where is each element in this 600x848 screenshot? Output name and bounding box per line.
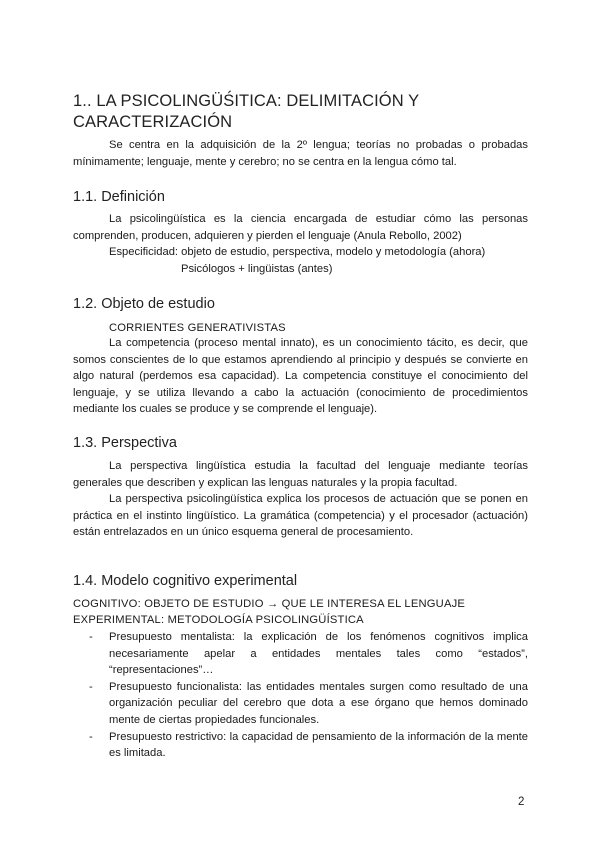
antes-line: Psicólogos + lingüistas (antes)	[181, 263, 333, 275]
section-heading-objeto: 1.2. Objeto de estudio	[73, 296, 215, 312]
bullet-text: Presupuesto restrictivo: la capacidad de pensamiento de la información de la mente es limitada.	[109, 730, 528, 760]
page-title: 1.. LA PSICOLINGÜŚITICA: DELIMITACIÓN Y CARACTERIZACIÓN	[73, 92, 419, 131]
perspectiva-psicolinguistica-paragraph: La perspectiva psicolingüística explica los procesos de actuación que se ponen en práctica en el instinto lingüístico. La gramática (competencia) y el procesador (actuación) están entrelazados en un único esquema general de procesamiento.	[73, 493, 528, 539]
section-heading-modelo: 1.4. Modelo cognitivo experimental	[73, 573, 298, 589]
perspectiva-linguistica-paragraph: La perspectiva lingüística estudia la facultad del lenguaje mediante teorías generales que describen y explican las lenguas naturales y la propia facultad.	[73, 460, 528, 489]
page-number: 2	[518, 796, 525, 808]
bullet-text: Presupuesto funcionalista: las entidades mentales surgen como resultado de una organización peculiar del cerebro que dota a ese órgano que hemos dominado mente de ciertas propiedades funcionales.	[109, 680, 528, 726]
list-item	[73, 729, 528, 762]
bullet-text: Presupuesto mentalista: la explicación de los fenómenos cognitivos implica necesariamente apelar a entidades mentales tales como “estados”, “representaciones”…	[109, 631, 528, 677]
definicion-paragraph: La psicolingüística es la ciencia encargada de estudiar cómo las personas comprenden, producen, adquieren y pierden el lenguaje (Anula Rebollo, 2002)	[73, 213, 528, 242]
list-item	[73, 629, 528, 679]
bullet-dash: -	[89, 631, 93, 643]
cognitivo-subheading: COGNITIVO: OBJETO DE ESTUDIO → QUE LE INTERESA EL LENGUAJE	[73, 598, 466, 610]
corrientes-subheading: CORRIENTES GENERATIVISTAS	[109, 322, 286, 334]
list-item	[73, 679, 528, 729]
bullet-dash: -	[89, 730, 93, 743]
experimental-subheading: EXPERIMENTAL: METODOLOGÍA PSICOLINGÜÍSTICA	[73, 614, 364, 626]
intro-paragraph: Se centra en la adquisición de la 2º lengua; teorías no probadas o probadas mínimamente; lenguaje, mente y cerebro; no se centra en la lengua cómo tal.	[73, 139, 528, 168]
objeto-paragraph: La competencia (proceso mental innato), es un conocimiento tácito, es decir, que somos conscientes de lo que estamos aprendiendo al principio y después se convierte en algo natural (perdemos esa capacidad). La competencia constituye el conocimiento del lenguaje, y se utiliza llevando a cabo la actuación (conocimiento de procedimientos mediante los cuales se produce y se comprende el lenguaje).	[73, 337, 528, 416]
bullet-dash: -	[89, 680, 93, 693]
section-heading-definicion: 1.1. Definición	[73, 189, 165, 205]
especificidad-line: Especificidad: objeto de estudio, perspectiva, modelo y metodología (ahora)	[109, 246, 486, 258]
section-heading-perspectiva: 1.3. Perspectiva	[73, 435, 177, 451]
presupuestos-list	[73, 629, 528, 762]
